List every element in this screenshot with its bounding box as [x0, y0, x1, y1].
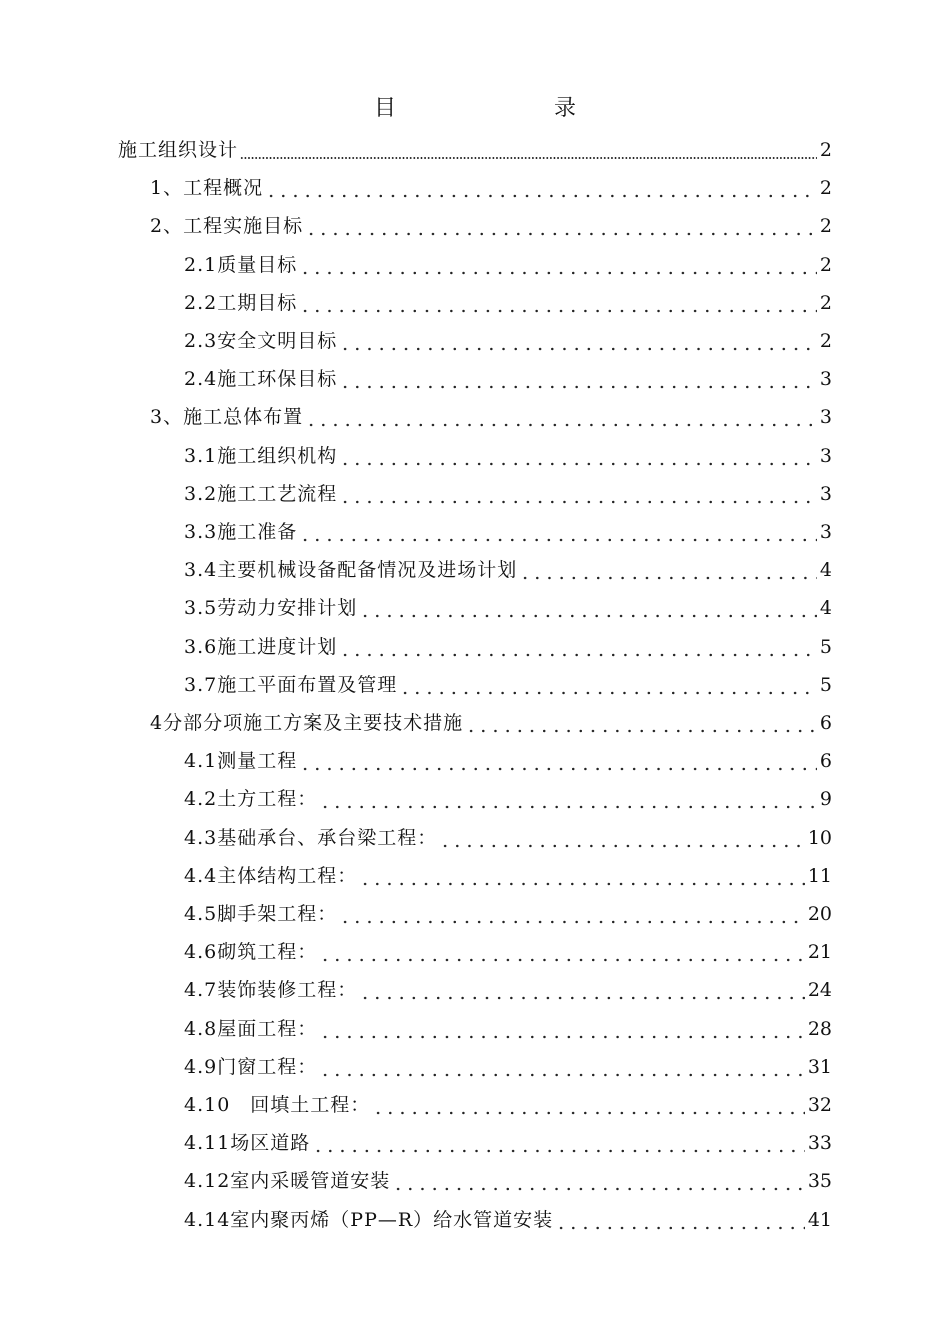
toc-entry-label: 4.7装饰装修工程：: [184, 979, 358, 1002]
toc-dot-leader: [372, 1111, 805, 1115]
toc-dot-leader: [299, 271, 817, 275]
toc-dot-leader: [359, 996, 805, 1000]
toc-dot-leader: [339, 462, 817, 466]
toc-entry-label: 4.3基础承台、承台梁工程：: [184, 826, 438, 849]
toc-entry[interactable]: [184, 246, 832, 284]
toc-page-number: 6: [819, 712, 832, 734]
toc-dot-leader: [265, 194, 817, 198]
toc-dot-leader: [339, 920, 805, 924]
toc-entry-label: 4.8屋面工程：: [184, 1017, 318, 1040]
toc-entry[interactable]: [150, 169, 832, 207]
toc-entry[interactable]: [184, 475, 832, 513]
toc-entry-label: 4.2土方工程：: [184, 788, 318, 811]
toc-entry-label: 2、工程实施目标: [150, 215, 304, 238]
toc-page-number: 32: [807, 1094, 832, 1116]
toc-entry-label: 3.4主要机械设备配备情况及进场计划: [184, 559, 518, 582]
toc-entry[interactable]: [184, 1201, 832, 1239]
toc-entry[interactable]: [184, 589, 832, 627]
toc-entry[interactable]: [184, 360, 832, 398]
toc-page-number: 20: [807, 903, 832, 925]
toc-dot-leader: [319, 958, 805, 962]
toc-entry-label: 3.3施工准备: [184, 521, 298, 543]
toc-page-number: 35: [807, 1170, 832, 1193]
toc-entry-label: 4.6砌筑工程：: [184, 941, 318, 964]
toc-page-number: 2: [819, 177, 832, 200]
toc-entry-label: 2.3安全文明目标: [184, 330, 338, 352]
toc-page-number: 2: [819, 253, 832, 276]
toc-dot-leader: [299, 538, 817, 542]
toc-entry-label: 4.4主体结构工程：: [184, 864, 358, 887]
toc-entry[interactable]: [184, 742, 832, 780]
toc-dot-leader: [392, 1187, 805, 1191]
toc-entry-label: 施工组织设计: [118, 139, 239, 161]
toc-dot-leader: [319, 1073, 805, 1077]
toc-entry[interactable]: [184, 322, 832, 360]
toc-dot-leader: [339, 653, 817, 657]
toc-page-number: 3: [819, 406, 832, 429]
toc-page-number: 3: [819, 482, 832, 505]
toc-entry[interactable]: [150, 207, 832, 245]
toc-entry[interactable]: [184, 628, 832, 666]
toc-page-number: 2: [819, 291, 832, 314]
toc-dot-leader: [305, 232, 817, 236]
toc-entry-label: 3.2施工工艺流程: [184, 482, 338, 505]
toc-entry[interactable]: [184, 1124, 832, 1162]
toc-page-number: 31: [807, 1055, 832, 1078]
toc-dot-leader: [240, 156, 817, 160]
toc-entry-label: 2.2工期目标: [184, 291, 298, 314]
toc-entry[interactable]: [184, 780, 832, 818]
toc-entry-label: 4.9门窗工程：: [184, 1055, 318, 1078]
toc-dot-leader: [339, 385, 817, 389]
toc-page-number: 4: [819, 597, 832, 620]
toc-dot-leader: [439, 844, 805, 848]
toc-dot-leader: [339, 347, 817, 351]
toc-entry-label: 3.5劳动力安排计划: [184, 597, 358, 620]
toc-page-number: 2: [819, 330, 832, 352]
toc-entry[interactable]: [184, 1010, 832, 1048]
toc-entry-label: 3.6施工进度计划: [184, 635, 338, 658]
toc-entry[interactable]: [184, 1086, 832, 1124]
toc-page-number: 33: [807, 1132, 832, 1155]
toc-entry-label: 2.4施工环保目标: [184, 368, 338, 391]
toc-page-number: 9: [819, 788, 832, 811]
toc-entry[interactable]: [184, 933, 832, 971]
toc-dot-leader: [359, 882, 805, 886]
toc-page-number: 4: [819, 559, 832, 582]
toc-page-number: 24: [807, 979, 832, 1002]
toc-page-number: 6: [819, 750, 832, 773]
toc-dot-leader: [519, 576, 817, 580]
toc-dot-leader: [312, 1149, 805, 1153]
toc-dot-leader: [359, 614, 817, 618]
toc-dot-leader: [465, 729, 817, 733]
toc-dot-leader: [399, 691, 817, 695]
toc-entry[interactable]: [118, 131, 832, 169]
toc-entry-label: 4.11场区道路: [184, 1132, 311, 1155]
toc-dot-leader: [339, 500, 817, 504]
toc-page-number: 3: [819, 521, 832, 543]
toc-page-number: 2: [819, 139, 832, 161]
toc-entry[interactable]: [184, 1048, 832, 1086]
toc-entry[interactable]: [184, 437, 832, 475]
toc-entry[interactable]: [184, 513, 832, 551]
toc-entry-label: 3.1施工组织机构: [184, 444, 338, 467]
toc-entry-label: 4分部分项施工方案及主要技术措施: [150, 712, 464, 734]
toc-entry-label: 4.10 回填土工程：: [184, 1094, 371, 1116]
toc-page-number: 28: [807, 1017, 832, 1040]
toc-entry[interactable]: [184, 971, 832, 1009]
toc-dot-leader: [319, 1035, 805, 1039]
toc-entry-label: 4.12室内采暖管道安装: [184, 1170, 391, 1193]
toc-page-number: 41: [807, 1208, 832, 1231]
toc-entry[interactable]: [184, 1162, 832, 1200]
toc-entry-label: 4.14室内聚丙烯（PP—R）给水管道安装: [184, 1208, 554, 1231]
toc-entry[interactable]: [184, 857, 832, 895]
toc-page-number: 5: [819, 673, 832, 696]
toc-entry-label: 2.1质量目标: [184, 253, 298, 276]
toc-entry[interactable]: [184, 895, 832, 933]
toc-entry-label: 4.1测量工程: [184, 750, 298, 773]
toc-entry-label: 3.7施工平面布置及管理: [184, 673, 398, 696]
toc-page-number: 3: [819, 444, 832, 467]
toc-entry[interactable]: [150, 704, 832, 742]
toc-page-number: 2: [819, 215, 832, 238]
toc-page-number: 10: [807, 826, 832, 849]
toc-dot-leader: [299, 309, 817, 313]
toc-dot-leader: [299, 767, 817, 771]
toc-page-number: 21: [807, 941, 832, 964]
toc-entry-label: 4.5脚手架工程：: [184, 903, 338, 925]
toc-entry[interactable]: [184, 284, 832, 322]
toc-entry[interactable]: [150, 398, 832, 436]
toc-page-number: 3: [819, 368, 832, 391]
toc-entry[interactable]: [184, 666, 832, 704]
toc-dot-leader: [555, 1226, 805, 1230]
toc-page-number: 5: [819, 635, 832, 658]
toc-entry-label: 1、工程概况: [150, 177, 264, 200]
toc-entry-label: 3、施工总体布置: [150, 406, 304, 429]
toc-title: 目 录: [373, 96, 614, 121]
toc-page-number: 11: [807, 864, 832, 887]
toc-entry[interactable]: [184, 551, 832, 589]
toc-dot-leader: [305, 423, 817, 427]
toc-dot-leader: [319, 805, 817, 809]
toc-entry[interactable]: [184, 819, 832, 857]
